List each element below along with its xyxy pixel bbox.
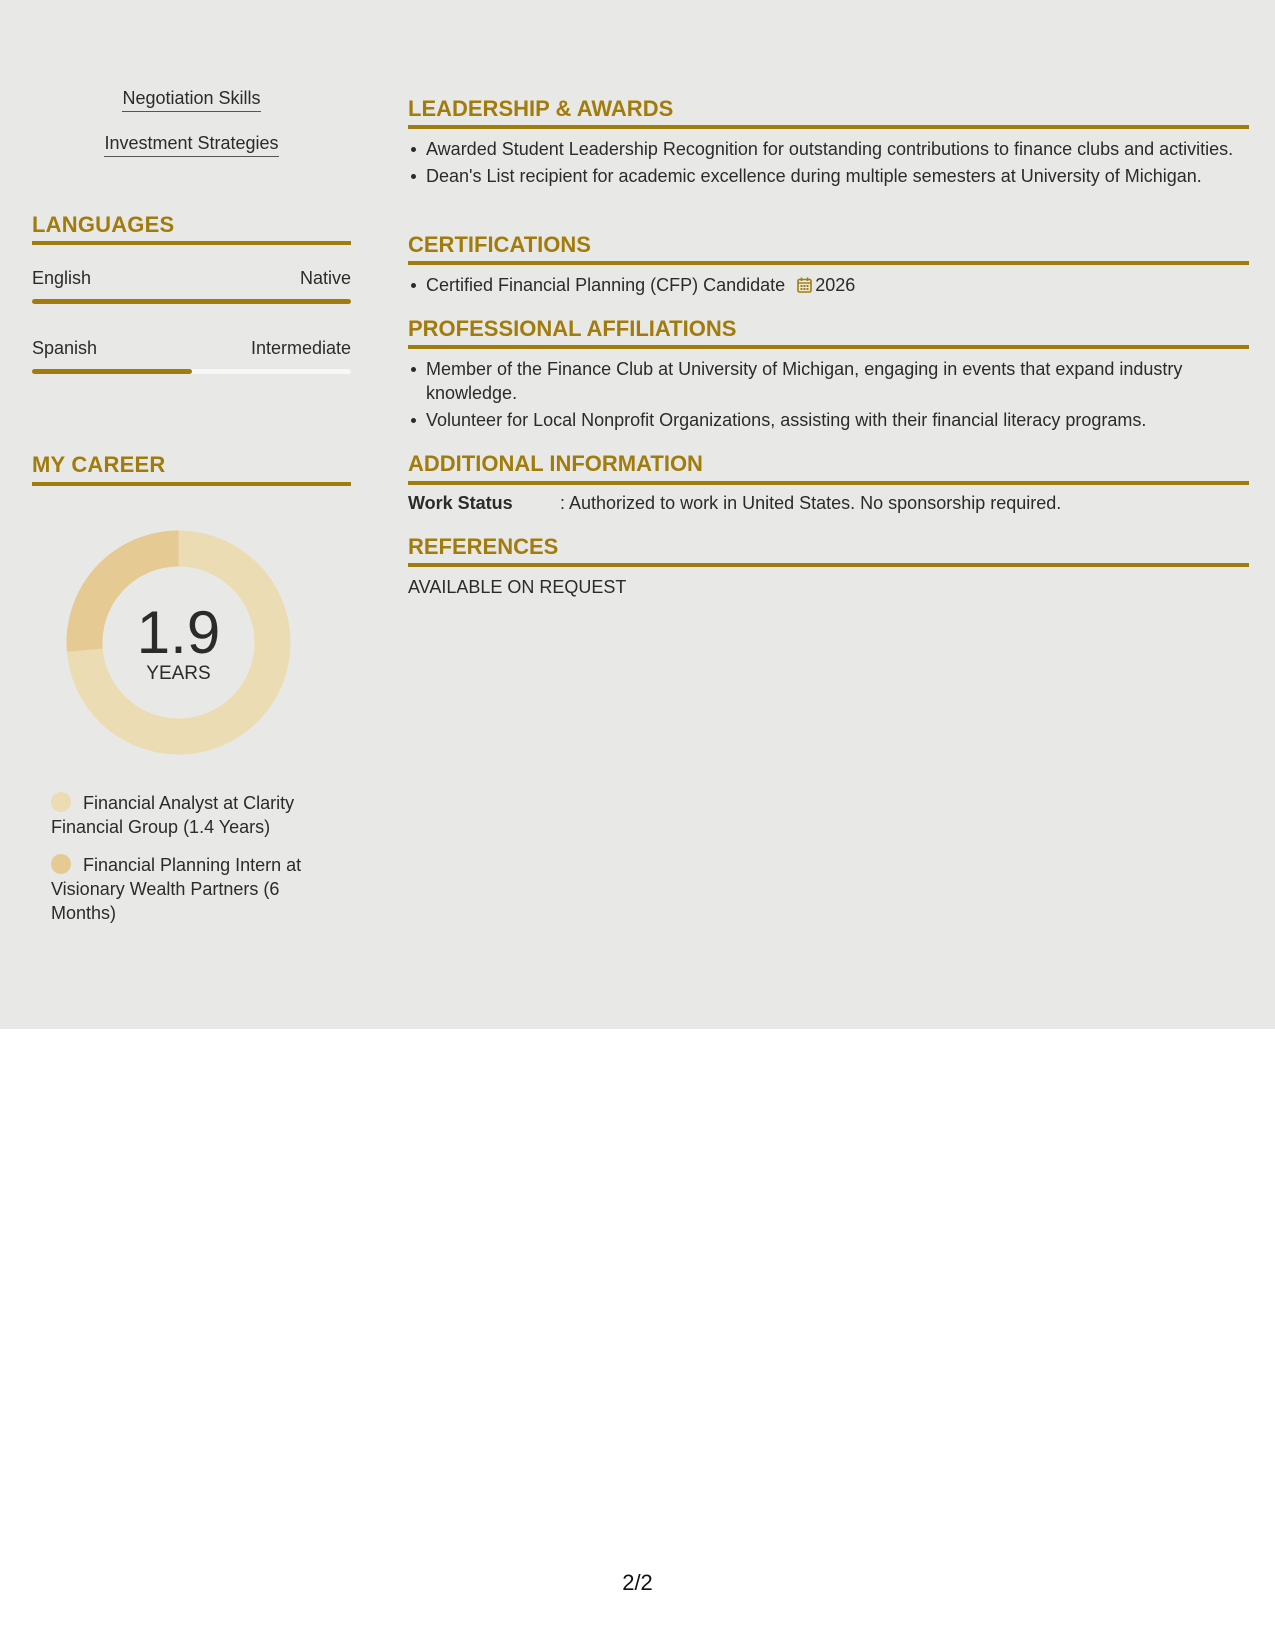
- list-item: Dean's List recipient for academic excellence during multiple semesters at University of Michigan.: [426, 164, 1267, 188]
- language-proficiency-fill: [32, 299, 351, 304]
- languages-heading: LANGUAGES: [32, 212, 175, 237]
- skill-label: Negotiation Skills: [122, 88, 260, 112]
- page-number: 2/2: [622, 1570, 653, 1595]
- language-proficiency-bar: [32, 369, 351, 374]
- certifications-heading: CERTIFICATIONS: [408, 232, 591, 257]
- list-item: [426, 273, 1267, 297]
- leadership-list: [408, 137, 1267, 191]
- certifications-list: [408, 273, 1267, 300]
- leadership-rule: [408, 125, 1249, 129]
- career-years-unit: YEARS: [146, 663, 211, 684]
- additional-info-rule: [408, 481, 1249, 485]
- career-legend-item: [51, 791, 321, 839]
- certification-name: Certified Financial Planning (CFP) Candidate: [426, 275, 786, 295]
- work-status-row: [408, 493, 1249, 517]
- language-name: Spanish: [32, 338, 98, 358]
- list-item: Member of the Finance Club at University of Michigan, engaging in events that expand industry knowledge.: [426, 357, 1267, 405]
- calendar-icon: [797, 277, 812, 293]
- affiliations-heading: PROFESSIONAL AFFILIATIONS: [408, 316, 737, 341]
- skill-tag: [32, 88, 351, 112]
- list-item: Volunteer for Local Nonprofit Organizations, assisting with their financial literacy programs.: [426, 408, 1267, 432]
- affiliations-rule: [408, 345, 1249, 349]
- additional-info-heading: ADDITIONAL INFORMATION: [408, 451, 703, 476]
- skill-label: Investment Strategies: [104, 133, 278, 157]
- career-donut-chart: [66, 530, 291, 755]
- work-status-label: Work Status: [408, 493, 513, 513]
- legend-dot-icon: [51, 854, 71, 874]
- legend-label: Financial Analyst at Clarity Financial Group (1.4 Years): [51, 793, 295, 837]
- work-status-value: : Authorized to work in United States. No sponsorship required.: [560, 493, 1062, 513]
- legend-dot-icon: [51, 792, 71, 812]
- certifications-rule: [408, 261, 1249, 265]
- career-total-years: 1.9: [136, 599, 221, 666]
- skill-tag: [32, 133, 351, 157]
- list-item: Awarded Student Leadership Recognition for outstanding contributions to finance clubs and activities.: [426, 137, 1267, 161]
- career-legend-item: [51, 853, 321, 925]
- language-level: Native: [299, 268, 351, 288]
- language-proficiency-bar: [32, 299, 351, 304]
- language-name: English: [32, 268, 92, 288]
- language-level: Intermediate: [250, 338, 351, 358]
- certification-year: 2026: [815, 275, 856, 295]
- references-rule: [408, 563, 1249, 567]
- career-rule: [32, 482, 351, 486]
- references-heading: REFERENCES: [408, 534, 559, 559]
- affiliations-list: [408, 357, 1267, 435]
- language-proficiency-fill: [32, 369, 192, 374]
- references-text: AVAILABLE ON REQUEST: [408, 577, 627, 597]
- legend-label: Financial Planning Intern at Visionary Wealth Partners (6 Months): [51, 855, 302, 923]
- career-heading: MY CAREER: [32, 452, 166, 477]
- language-row: [32, 338, 351, 362]
- leadership-heading: LEADERSHIP & AWARDS: [408, 96, 674, 121]
- language-row: [32, 268, 351, 292]
- languages-rule: [32, 241, 351, 245]
